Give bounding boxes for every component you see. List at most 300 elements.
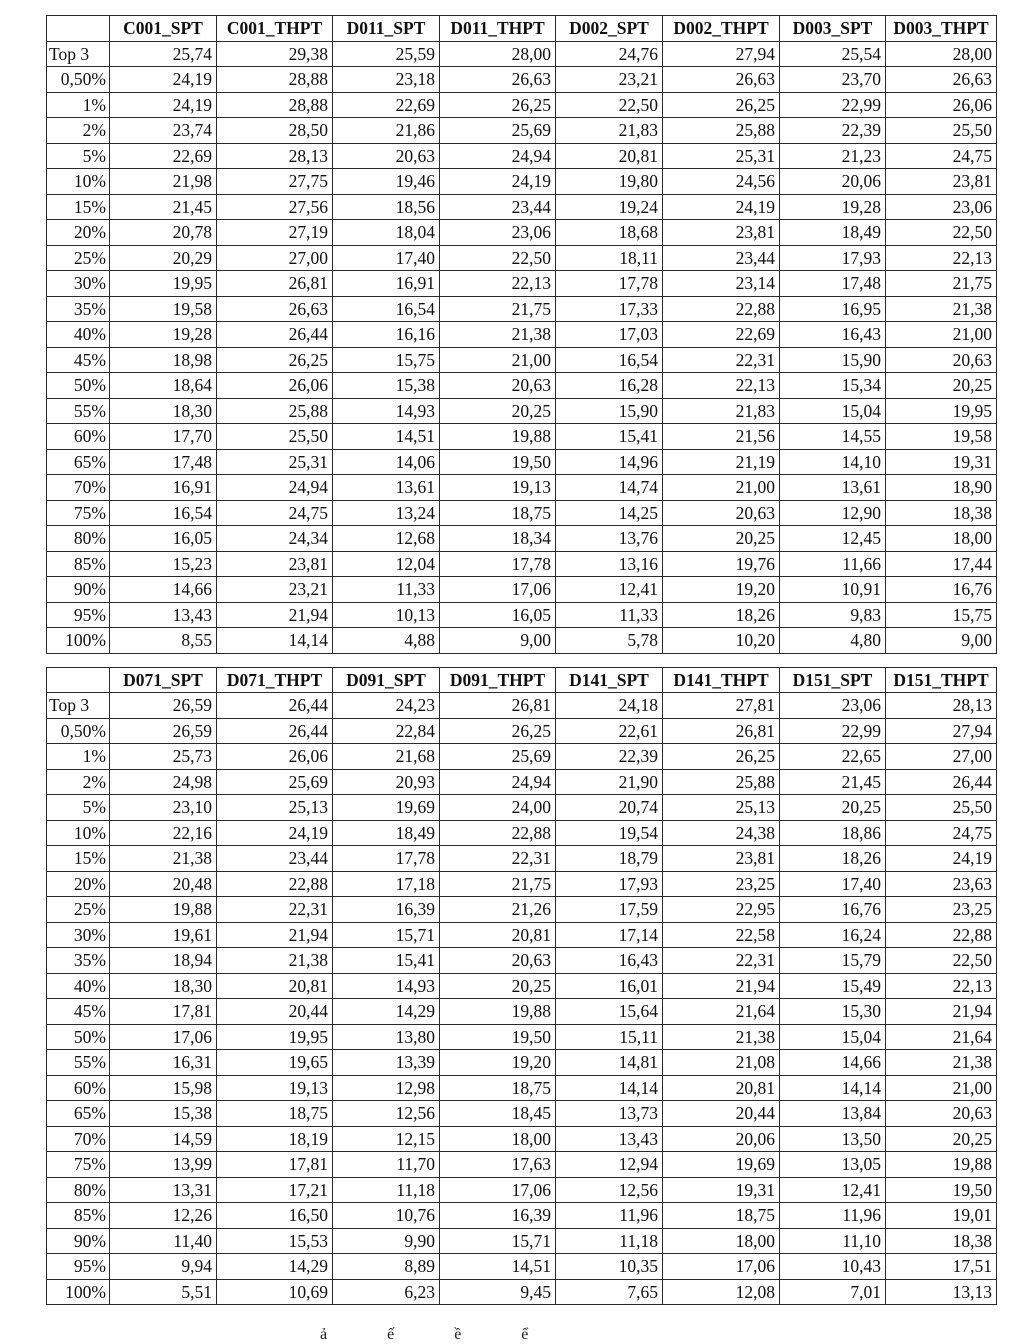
score-cell: 19,88: [440, 999, 556, 1025]
score-cell: 26,06: [886, 92, 997, 118]
score-cell: 20,44: [663, 1101, 780, 1127]
score-cell: 13,16: [556, 551, 663, 577]
score-cell: 19,20: [663, 577, 780, 603]
score-cell: 16,05: [110, 526, 217, 552]
score-cell: 18,38: [886, 1228, 997, 1254]
score-cell: 27,19: [217, 220, 333, 246]
table-row: [47, 1152, 997, 1178]
score-cell: 19,28: [780, 194, 886, 220]
row-label: 80%: [47, 1177, 110, 1203]
row-label: 85%: [47, 1203, 110, 1229]
table-row: [47, 92, 997, 118]
header-row: [47, 16, 997, 42]
row-label: 95%: [47, 1254, 110, 1280]
score-cell: 15,04: [780, 398, 886, 424]
row-label: 50%: [47, 1024, 110, 1050]
score-cell: 17,93: [780, 245, 886, 271]
score-cell: 21,75: [886, 271, 997, 297]
score-cell: 13,31: [110, 1177, 217, 1203]
score-cell: 20,81: [663, 1075, 780, 1101]
table-row: [47, 1279, 997, 1305]
row-label: 10%: [47, 820, 110, 846]
score-cell: 23,81: [663, 220, 780, 246]
table-row: [47, 245, 997, 271]
score-cell: 17,18: [333, 871, 440, 897]
score-cell: 20,63: [886, 347, 997, 373]
score-cell: 17,63: [440, 1152, 556, 1178]
score-cell: 23,44: [440, 194, 556, 220]
score-cell: 17,03: [556, 322, 663, 348]
table-row: [47, 973, 997, 999]
score-cell: 9,00: [440, 628, 556, 654]
score-cell: 20,25: [886, 1126, 997, 1152]
score-cell: 16,05: [440, 602, 556, 628]
score-cell: 26,25: [663, 744, 780, 770]
score-cell: 18,00: [886, 526, 997, 552]
row-label: 2%: [47, 118, 110, 144]
score-cell: 28,13: [217, 143, 333, 169]
score-cell: 19,69: [333, 795, 440, 821]
score-cell: 19,95: [217, 1024, 333, 1050]
row-label: 15%: [47, 194, 110, 220]
score-cell: 18,75: [440, 500, 556, 526]
score-cell: 19,88: [886, 1152, 997, 1178]
score-cell: 22,69: [333, 92, 440, 118]
score-cell: 22,88: [663, 296, 780, 322]
score-cell: 15,75: [333, 347, 440, 373]
table-row: [47, 1024, 997, 1050]
score-cell: 25,88: [217, 398, 333, 424]
table-row: [47, 1101, 997, 1127]
score-cell: 25,50: [217, 424, 333, 450]
row-label: 55%: [47, 398, 110, 424]
score-cell: 26,44: [886, 769, 997, 795]
score-cell: 14,96: [556, 449, 663, 475]
score-cell: 11,40: [110, 1228, 217, 1254]
score-cell: 15,71: [440, 1228, 556, 1254]
score-cell: 26,63: [663, 67, 780, 93]
score-cell: 21,94: [886, 999, 997, 1025]
table-row: [47, 820, 997, 846]
score-cell: 10,43: [780, 1254, 886, 1280]
score-cell: 12,45: [780, 526, 886, 552]
score-cell: 24,56: [663, 169, 780, 195]
score-cell: 26,44: [217, 322, 333, 348]
row-label: 1%: [47, 744, 110, 770]
score-cell: 26,25: [217, 347, 333, 373]
score-cell: 14,74: [556, 475, 663, 501]
score-cell: 14,29: [217, 1254, 333, 1280]
score-cell: 13,61: [333, 475, 440, 501]
score-cell: 26,81: [217, 271, 333, 297]
score-cell: 20,25: [440, 973, 556, 999]
score-cell: 12,41: [780, 1177, 886, 1203]
score-cell: 16,43: [556, 948, 663, 974]
row-label: 60%: [47, 424, 110, 450]
score-cell: 16,01: [556, 973, 663, 999]
table-row: [47, 500, 997, 526]
score-cell: 14,93: [333, 973, 440, 999]
score-cell: 13,73: [556, 1101, 663, 1127]
table-row: [47, 718, 997, 744]
row-label: 40%: [47, 322, 110, 348]
score-cell: 4,88: [333, 628, 440, 654]
score-cell: 25,50: [886, 795, 997, 821]
score-cell: 12,56: [556, 1177, 663, 1203]
score-cell: 17,78: [440, 551, 556, 577]
score-cell: 17,48: [110, 449, 217, 475]
score-cell: 21,98: [110, 169, 217, 195]
score-cell: 13,76: [556, 526, 663, 552]
table-row: [47, 424, 997, 450]
score-cell: 15,79: [780, 948, 886, 974]
score-cell: 23,44: [217, 846, 333, 872]
score-cell: 15,23: [110, 551, 217, 577]
score-cell: 15,90: [556, 398, 663, 424]
score-cell: 25,13: [663, 795, 780, 821]
score-cell: 24,23: [333, 693, 440, 719]
table-row: [47, 41, 997, 67]
score-cell: 12,04: [333, 551, 440, 577]
row-label: 20%: [47, 220, 110, 246]
score-cell: 26,59: [110, 718, 217, 744]
score-cell: 17,93: [556, 871, 663, 897]
score-cell: 19,50: [886, 1177, 997, 1203]
score-cell: 19,54: [556, 820, 663, 846]
score-cell: 9,83: [780, 602, 886, 628]
score-cell: 17,78: [556, 271, 663, 297]
score-cell: 20,48: [110, 871, 217, 897]
row-label: 25%: [47, 897, 110, 923]
score-cell: 18,75: [663, 1203, 780, 1229]
score-cell: 12,94: [556, 1152, 663, 1178]
score-cell: 15,04: [780, 1024, 886, 1050]
score-cell: 20,25: [440, 398, 556, 424]
score-cell: 22,31: [217, 897, 333, 923]
score-cell: 28,00: [886, 41, 997, 67]
table-row: [47, 67, 997, 93]
score-cell: 17,51: [886, 1254, 997, 1280]
score-cell: 21,75: [440, 296, 556, 322]
score-cell: 16,50: [217, 1203, 333, 1229]
score-cell: 10,91: [780, 577, 886, 603]
score-cell: 19,31: [663, 1177, 780, 1203]
score-cell: 20,25: [780, 795, 886, 821]
score-cell: 24,98: [110, 769, 217, 795]
score-cell: 23,81: [217, 551, 333, 577]
table-row: [47, 1177, 997, 1203]
score-cell: 22,50: [440, 245, 556, 271]
score-cell: 21,38: [886, 296, 997, 322]
row-label: 90%: [47, 577, 110, 603]
score-cell: 9,94: [110, 1254, 217, 1280]
score-cell: 22,13: [663, 373, 780, 399]
score-cell: 19,69: [663, 1152, 780, 1178]
score-cell: 18,00: [440, 1126, 556, 1152]
score-cell: 18,90: [886, 475, 997, 501]
score-cell: 23,14: [663, 271, 780, 297]
score-cell: 23,44: [663, 245, 780, 271]
score-cell: 19,20: [440, 1050, 556, 1076]
score-cell: 27,94: [886, 718, 997, 744]
score-cell: 11,70: [333, 1152, 440, 1178]
table-row: [47, 1228, 997, 1254]
score-cell: 19,24: [556, 194, 663, 220]
score-cell: 15,11: [556, 1024, 663, 1050]
score-cell: 25,59: [333, 41, 440, 67]
score-cell: 13,43: [110, 602, 217, 628]
row-label: 1%: [47, 92, 110, 118]
column-header: C001_THPT: [217, 16, 333, 42]
score-cell: 25,69: [440, 744, 556, 770]
score-cell: 11,96: [780, 1203, 886, 1229]
score-cell: 24,75: [886, 143, 997, 169]
score-cell: 11,33: [556, 602, 663, 628]
table-row: [47, 551, 997, 577]
score-cell: 18,30: [110, 973, 217, 999]
score-cell: 26,25: [440, 92, 556, 118]
row-label: 0,50%: [47, 67, 110, 93]
row-label: 70%: [47, 1126, 110, 1152]
score-cell: 14,10: [780, 449, 886, 475]
score-cell: 16,54: [556, 347, 663, 373]
score-cell: 23,63: [886, 871, 997, 897]
score-cell: 19,95: [886, 398, 997, 424]
score-cell: 18,38: [886, 500, 997, 526]
score-cell: 18,04: [333, 220, 440, 246]
score-cell: 21,08: [663, 1050, 780, 1076]
score-cell: 21,56: [663, 424, 780, 450]
score-cell: 24,19: [110, 67, 217, 93]
score-cell: 18,11: [556, 245, 663, 271]
row-label: 95%: [47, 602, 110, 628]
score-cell: 7,01: [780, 1279, 886, 1305]
score-cell: 22,50: [556, 92, 663, 118]
score-cell: 21,00: [886, 1075, 997, 1101]
table-row: [47, 169, 997, 195]
score-cell: 12,15: [333, 1126, 440, 1152]
score-cell: 18,75: [440, 1075, 556, 1101]
score-cell: 20,06: [663, 1126, 780, 1152]
row-label: 25%: [47, 245, 110, 271]
score-cell: 13,39: [333, 1050, 440, 1076]
score-cell: 16,24: [780, 922, 886, 948]
score-cell: 23,10: [110, 795, 217, 821]
score-cell: 19,46: [333, 169, 440, 195]
table-row: [47, 271, 997, 297]
score-cell: 18,45: [440, 1101, 556, 1127]
score-cell: 25,54: [780, 41, 886, 67]
score-table-2: [46, 667, 997, 1306]
score-cell: 23,70: [780, 67, 886, 93]
table-row: [47, 1050, 997, 1076]
score-cell: 23,25: [663, 871, 780, 897]
score-cell: 13,61: [780, 475, 886, 501]
score-cell: 26,25: [440, 718, 556, 744]
document-page: [46, 15, 996, 1305]
score-cell: 19,50: [440, 1024, 556, 1050]
table-row: [47, 475, 997, 501]
score-cell: 17,06: [110, 1024, 217, 1050]
score-cell: 16,39: [440, 1203, 556, 1229]
row-label: 50%: [47, 373, 110, 399]
score-cell: 25,69: [440, 118, 556, 144]
score-cell: 21,83: [556, 118, 663, 144]
score-cell: 23,06: [780, 693, 886, 719]
score-table-1: [46, 15, 997, 654]
score-cell: 21,45: [780, 769, 886, 795]
score-cell: 22,13: [886, 973, 997, 999]
score-cell: 17,70: [110, 424, 217, 450]
score-cell: 22,50: [886, 220, 997, 246]
score-cell: 19,13: [440, 475, 556, 501]
table-row: [47, 897, 997, 923]
score-cell: 26,06: [217, 373, 333, 399]
row-label: 80%: [47, 526, 110, 552]
score-cell: 9,90: [333, 1228, 440, 1254]
score-cell: 21,23: [780, 143, 886, 169]
score-cell: 14,66: [780, 1050, 886, 1076]
score-cell: 15,41: [556, 424, 663, 450]
table-row: [47, 999, 997, 1025]
row-label: 55%: [47, 1050, 110, 1076]
score-cell: 14,29: [333, 999, 440, 1025]
score-cell: 23,06: [440, 220, 556, 246]
score-cell: 18,94: [110, 948, 217, 974]
table-row: [47, 846, 997, 872]
table-row: [47, 1254, 997, 1280]
score-cell: 22,65: [780, 744, 886, 770]
score-cell: 18,26: [663, 602, 780, 628]
table-row: [47, 296, 997, 322]
score-cell: 15,90: [780, 347, 886, 373]
score-cell: 23,74: [110, 118, 217, 144]
score-cell: 18,56: [333, 194, 440, 220]
score-cell: 17,40: [333, 245, 440, 271]
score-cell: 24,00: [440, 795, 556, 821]
score-cell: 24,19: [886, 846, 997, 872]
score-cell: 20,81: [217, 973, 333, 999]
score-cell: 9,00: [886, 628, 997, 654]
row-label: 35%: [47, 296, 110, 322]
score-cell: 29,38: [217, 41, 333, 67]
score-cell: 21,83: [663, 398, 780, 424]
score-cell: 20,78: [110, 220, 217, 246]
score-cell: 20,25: [886, 373, 997, 399]
score-cell: 26,81: [663, 718, 780, 744]
score-cell: 21,00: [663, 475, 780, 501]
score-cell: 10,35: [556, 1254, 663, 1280]
row-label: 45%: [47, 347, 110, 373]
score-cell: 22,13: [440, 271, 556, 297]
column-header: D003_SPT: [780, 16, 886, 42]
column-header: D002_THPT: [663, 16, 780, 42]
score-cell: 23,21: [217, 577, 333, 603]
score-cell: 13,43: [556, 1126, 663, 1152]
score-cell: 25,50: [886, 118, 997, 144]
row-label: 65%: [47, 1101, 110, 1127]
score-cell: 21,38: [663, 1024, 780, 1050]
score-cell: 22,99: [780, 92, 886, 118]
score-cell: 21,38: [110, 846, 217, 872]
score-cell: 22,88: [217, 871, 333, 897]
score-cell: 16,54: [110, 500, 217, 526]
score-cell: 21,26: [440, 897, 556, 923]
score-cell: 24,19: [110, 92, 217, 118]
cut-off-caption: ả ế ề ể: [320, 1326, 557, 1343]
score-cell: 24,18: [556, 693, 663, 719]
score-cell: 4,80: [780, 628, 886, 654]
score-cell: 26,59: [110, 693, 217, 719]
score-cell: 22,58: [663, 922, 780, 948]
score-cell: 15,53: [217, 1228, 333, 1254]
score-cell: 10,69: [217, 1279, 333, 1305]
score-cell: 13,24: [333, 500, 440, 526]
score-cell: 17,21: [217, 1177, 333, 1203]
score-cell: 17,44: [886, 551, 997, 577]
score-cell: 24,94: [440, 769, 556, 795]
score-cell: 14,25: [556, 500, 663, 526]
score-cell: 18,75: [217, 1101, 333, 1127]
score-cell: 10,76: [333, 1203, 440, 1229]
score-cell: 16,76: [886, 577, 997, 603]
score-cell: 19,50: [440, 449, 556, 475]
score-cell: 9,45: [440, 1279, 556, 1305]
score-cell: 22,69: [110, 143, 217, 169]
row-label: 70%: [47, 475, 110, 501]
table-row: [47, 118, 997, 144]
table-gap: [46, 654, 996, 667]
score-cell: 14,14: [217, 628, 333, 654]
score-cell: 23,21: [556, 67, 663, 93]
score-cell: 22,99: [780, 718, 886, 744]
score-cell: 12,56: [333, 1101, 440, 1127]
table-row: [47, 744, 997, 770]
score-cell: 19,88: [440, 424, 556, 450]
score-cell: 17,33: [556, 296, 663, 322]
score-cell: 22,39: [780, 118, 886, 144]
score-cell: 24,75: [217, 500, 333, 526]
score-cell: 21,38: [217, 948, 333, 974]
score-cell: 20,93: [333, 769, 440, 795]
score-cell: 18,49: [333, 820, 440, 846]
score-cell: 23,25: [886, 897, 997, 923]
score-cell: 20,29: [110, 245, 217, 271]
table-row: [47, 871, 997, 897]
score-cell: 26,25: [663, 92, 780, 118]
score-cell: 14,14: [780, 1075, 886, 1101]
score-cell: 11,96: [556, 1203, 663, 1229]
score-cell: 16,76: [780, 897, 886, 923]
score-cell: 18,86: [780, 820, 886, 846]
score-cell: 17,78: [333, 846, 440, 872]
row-label: 100%: [47, 628, 110, 654]
score-cell: 22,31: [440, 846, 556, 872]
score-cell: 27,75: [217, 169, 333, 195]
score-cell: 12,98: [333, 1075, 440, 1101]
score-cell: 26,63: [217, 296, 333, 322]
score-cell: 14,93: [333, 398, 440, 424]
score-cell: 21,94: [217, 602, 333, 628]
score-cell: 26,81: [440, 693, 556, 719]
score-cell: 14,55: [780, 424, 886, 450]
score-cell: 17,06: [440, 577, 556, 603]
score-cell: 11,66: [780, 551, 886, 577]
score-cell: 15,41: [333, 948, 440, 974]
score-cell: 24,94: [440, 143, 556, 169]
score-cell: 22,31: [663, 948, 780, 974]
score-cell: 15,38: [333, 373, 440, 399]
